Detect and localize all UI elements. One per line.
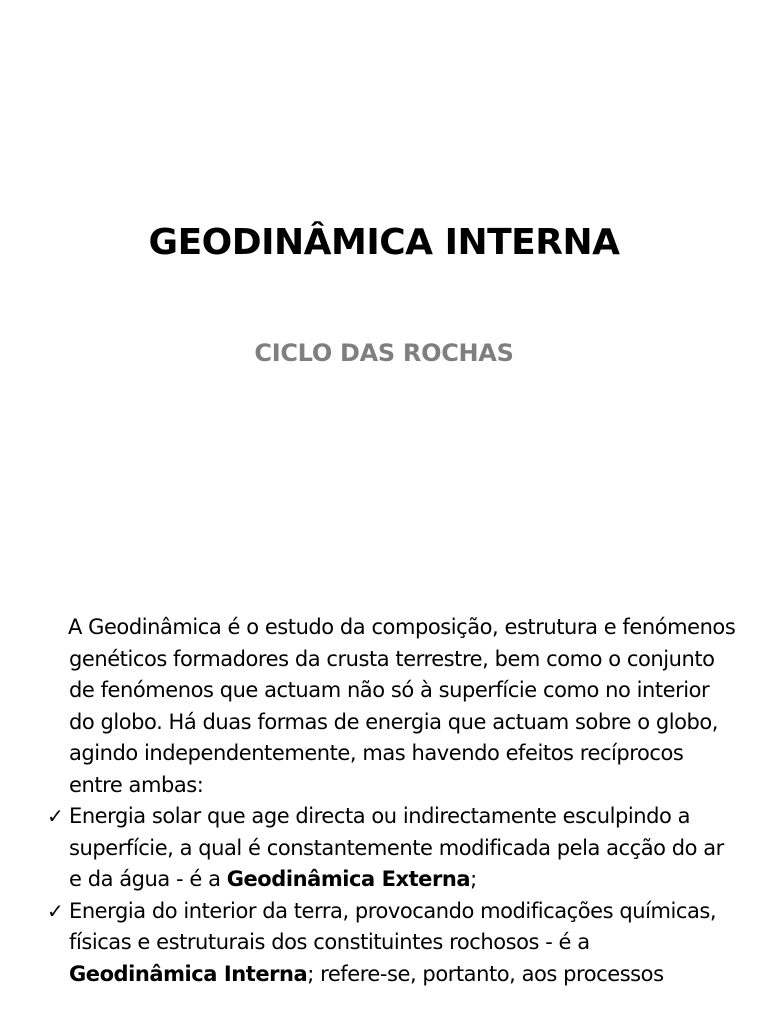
bullet-term: Geodinâmica Externa bbox=[226, 867, 471, 891]
checkmark-icon: ✓ bbox=[47, 898, 64, 923]
content-slide bbox=[46, 612, 736, 990]
slide-title: GEODINÂMICA INTERNA bbox=[148, 222, 620, 263]
bullet-text: Energia solar que age directa ou indirectamente esculpindo a superfície, a qual é constantemente modificada pela acção do ar e da água - é a bbox=[69, 804, 724, 891]
bullet-item-external bbox=[46, 801, 736, 896]
slide-subtitle: CICLO DAS ROCHAS bbox=[254, 339, 514, 367]
bullet-term: Geodinâmica Interna bbox=[69, 961, 308, 986]
bullet-text-end: ; bbox=[470, 867, 477, 891]
bullet-list bbox=[46, 801, 736, 990]
bullet-text-end: ; refere-se, portanto, aos processos bbox=[307, 961, 664, 986]
bullet-text: Energia do interior da terra, provocando modificações químicas, físicas e estruturais dos constituintes rochosos - é a bbox=[69, 898, 717, 954]
checkmark-icon: ✓ bbox=[47, 804, 64, 828]
bullet-item-internal bbox=[46, 896, 736, 991]
intro-paragraph: A Geodinâmica é o estudo da composição, estrutura e fenómenos genéticos formadores da crusta terrestre, bem como o conjunto de fenómenos que actuam não só à superfície como no interior do globo. Há duas formas de energia que actuam sobre o globo, agindo independentemente, mas havendo efeitos recíprocos entre ambas: bbox=[68, 615, 736, 797]
